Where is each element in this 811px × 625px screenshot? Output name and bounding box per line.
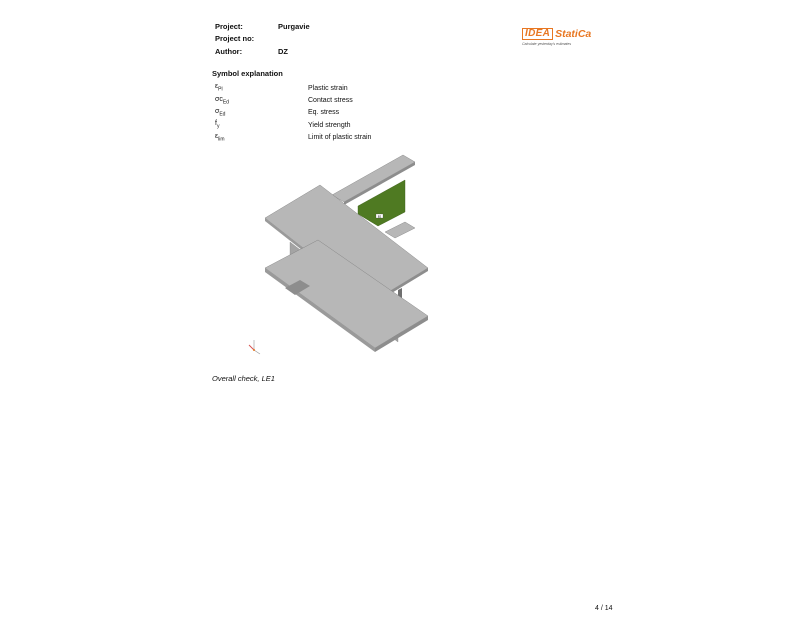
symbol-meaning: Yield strength [308,121,351,129]
symbol-row [215,131,371,143]
header-row-author [215,45,310,58]
logo-name: StatiCa [555,28,592,40]
symbol-explanation-title: Symbol explanation [212,69,283,78]
report-header [215,20,310,58]
connection-3d-model [240,150,440,370]
symbol-cell: $\sigma_{Ed}$ [215,108,226,118]
header-label: Project no: [215,34,255,44]
symbol-cell: $\sigma c_{Ed}$ [215,95,229,106]
header-value: Purgavie [278,21,310,31]
page-number: 4 / 14 [595,605,613,612]
symbol-row [215,82,371,94]
svg-text:B2: B2 [377,214,382,219]
symbol-row [215,94,371,106]
logo-box-text: IDEA [522,28,553,40]
axis-triad-icon [249,340,260,354]
symbol-cell: $f_y$ [215,120,220,130]
header-label: Project: [215,21,243,31]
header-label: Author: [215,46,243,56]
symbol-meaning: Contact stress [308,96,353,104]
idea-statica-logo [522,28,602,48]
symbol-row [215,107,371,119]
symbol-row [215,119,371,131]
secondary-bottom-flange [385,222,415,238]
logo-tagline: Calculate yesterday's estimates [522,42,572,46]
header-value: DZ [278,46,288,56]
symbol-meaning: Limit of plastic strain [308,133,372,141]
header-row-project-no [215,33,310,46]
symbol-cell: $\varepsilon_{lim}$ [215,132,225,143]
figure-caption: Overall check, LE1 [212,374,275,383]
symbol-meaning: Plastic strain [308,84,348,92]
symbol-meaning: Eq. stress [308,109,340,117]
symbol-cell: $\varepsilon_{Pl}$ [215,83,223,93]
header-row-project [215,20,310,33]
symbol-table [215,82,371,143]
